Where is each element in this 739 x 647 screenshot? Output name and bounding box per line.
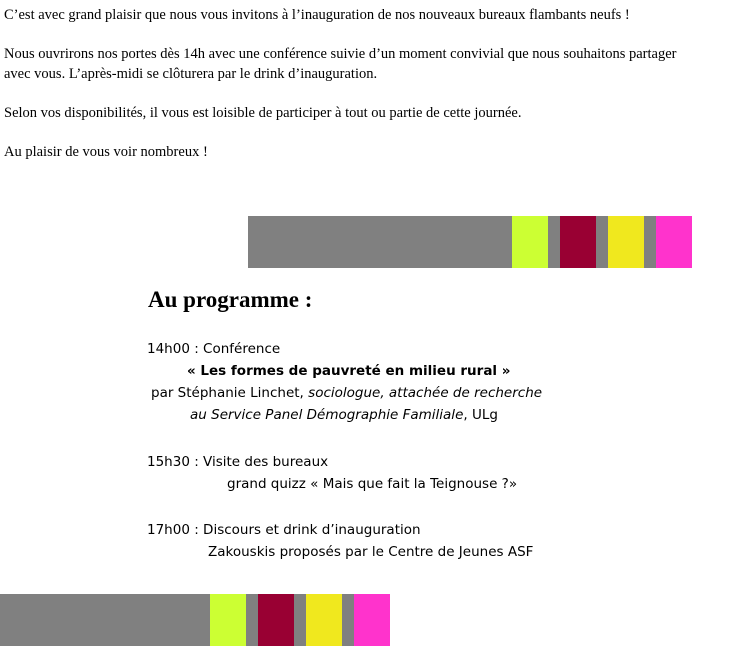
bar-segment-yellow [306,594,342,646]
bar-segment-magenta [656,216,692,268]
intro-paragraph-2: Nous ouvrirons nos portes dès 14h avec une conférence suivie d’un moment convivial que nous souhaitons partager avec vous. L’après-midi se clôturera par le drink d’inauguration. [4,46,677,82]
item2-time: 15h30 : Visite des bureaux [147,454,329,470]
intro-paragraph-1: C’est avec grand plaisir que nous vous invitons à l’inauguration de nos nouveaux bureaux flambants neufs ! [4,7,630,23]
programme-item-3 [147,519,533,563]
item1-speaker [147,382,542,404]
item3-time: 17h00 : Discours et drink d’inauguration [147,522,421,538]
top-color-bar [248,216,692,268]
item1-speaker-role: sociologue, attachée de recherche [308,385,543,401]
bar-segment-magenta [354,594,390,646]
bar-segment-lime [512,216,548,268]
bar-segment-burgundy [560,216,596,268]
item1-talk-title: « Les formes de pauvreté en milieu rural » [187,363,511,379]
item1-affiliation-suffix: , ULg [463,407,498,423]
intro-paragraph-4: Au plaisir de vous voir nombreux ! [4,144,208,160]
bar-segment-yellow [608,216,644,268]
programme-title: Au programme : [148,287,313,312]
programme-item-1 [147,338,542,426]
item2-detail: grand quizz « Mais que fait la Teignouse ?» [227,476,518,492]
item1-time: 14h00 : Conférence [147,341,281,357]
item3-detail: Zakouskis proposés par le Centre de Jeunes ASF [208,544,534,560]
bottom-color-bar [0,594,390,646]
item1-affiliation-italic: au Service Panel Démographie Familiale [190,407,464,423]
item1-speaker-prefix: par Stéphanie Linchet, [151,385,309,401]
item1-affiliation [147,404,542,426]
bar-segment-burgundy [258,594,294,646]
invitation-intro [4,5,704,181]
programme-item-2 [147,451,517,495]
bar-segment-lime [210,594,246,646]
intro-paragraph-3: Selon vos disponibilités, il vous est loisible de participer à tout ou partie de cette journée. [4,105,522,121]
